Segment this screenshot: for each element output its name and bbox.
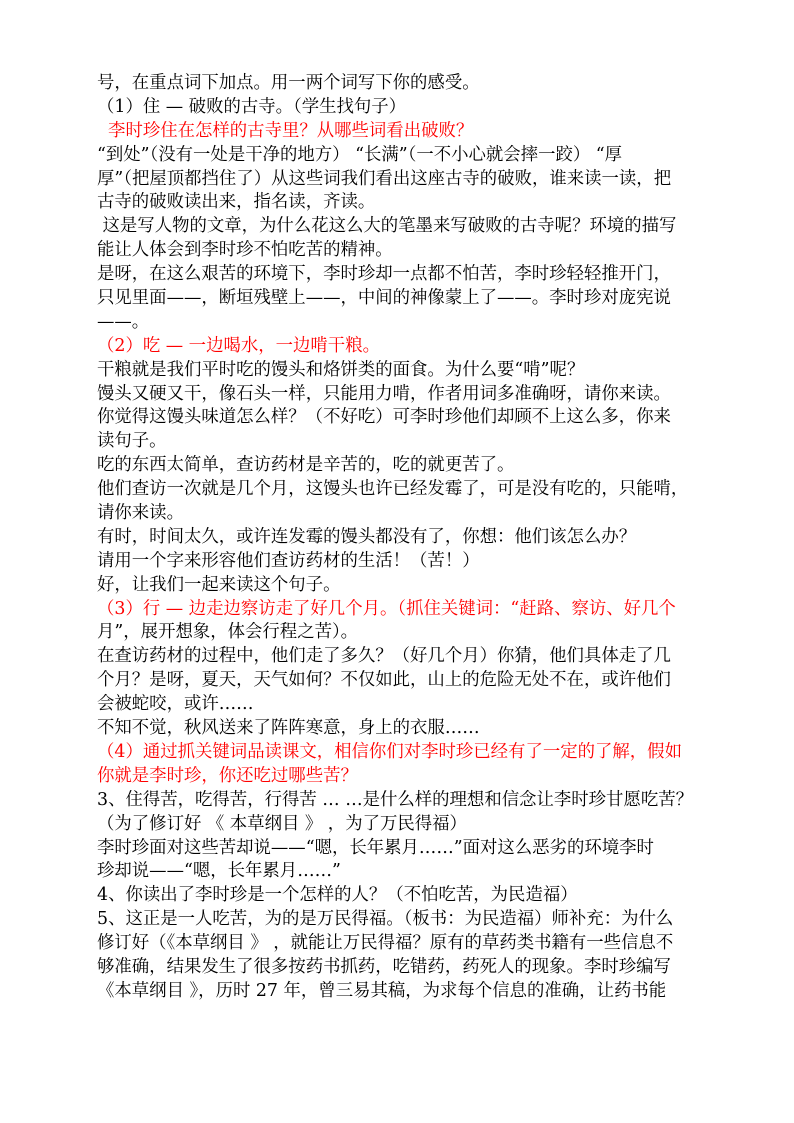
text-line: 只见里面——，断垣残壁上——，中间的神像蒙上了——。李时珍对庞宪说 bbox=[97, 288, 671, 309]
text-line: 请你来读。 bbox=[97, 503, 184, 524]
text-line: 《本草纲目 》，历时 27 年，曾三易其稿，为求每个信息的准确，让药书能 bbox=[97, 980, 667, 1001]
text-line: 4、你读出了李时珍是一个怎样的人？（不怕吃苦，为民造福） bbox=[97, 885, 578, 906]
text-line: （为了修订好 《 本草纲目 》 ，为了万民得福） bbox=[97, 813, 467, 834]
text-line: 读句子。 bbox=[97, 431, 167, 452]
text-line: 个月？是呀，夏天，天气如何？不仅如此，山上的危险无处不在，或许他们 bbox=[97, 670, 671, 691]
text-line: 厚”（把屋顶都挡住了）从这些词我们看出这座古寺的破败，谁来读一读，把 bbox=[97, 168, 672, 189]
text-line: ——。 bbox=[97, 311, 150, 332]
text-line: 这是写人物的文章，为什么花这么大的笔墨来写破败的古寺呢？环境的描写 bbox=[97, 216, 677, 237]
text-line: 珍却说——“嗯，长年累月……” bbox=[97, 861, 341, 882]
text-line: 干粮就是我们平时吃的馒头和烙饼类的面食。为什么要“啃”呢？ bbox=[97, 359, 585, 380]
text-line: 不知不觉，秋风送来了阵阵寒意，身上的衣服…… bbox=[97, 718, 480, 739]
text-line: 能让人体会到李时珍不怕吃苦的精神。 bbox=[97, 240, 393, 261]
text-line: 有时，时间太久，或许连发霉的馒头都没有了，你想：他们该怎么办？ bbox=[97, 526, 637, 547]
text-line: 馒头又硬又干，像石头一样，只能用力啃，作者用词多准确呀，请你来读。 bbox=[97, 383, 671, 404]
text-line: 3、住得苦，吃得苦，行得苦 … …是什么样的理想和信念让李时珍甘愿吃苦？ bbox=[97, 789, 694, 810]
text-line: “到处”（没有一处是干净的地方） “长满”（一不小心就会摔一跤） “厚 bbox=[97, 144, 623, 165]
text-line: （1）住 — 破败的古寺。（学生找句子） bbox=[97, 96, 407, 117]
text-line: 号，在重点词下加点。用一两个词写下你的感受。 bbox=[97, 73, 480, 93]
text-line: （4）通过抓关键词品读课文，相信你们对李时珍已经有了一定的了解，假如 bbox=[97, 741, 682, 762]
text-line: 李时珍面对这些苦却说——“嗯，长年累月……”面对这么恶劣的环境李时 bbox=[97, 837, 654, 858]
text-line: 你觉得这馒头味道怎么样？（不好吃）可李时珍他们却顾不上这么多，你来 bbox=[97, 407, 671, 428]
text-line: 在查访药材的过程中，他们走了多久？（好几个月）你猜，他们具体走了几 bbox=[97, 646, 671, 667]
text-line: 李时珍住在怎样的古寺里？从哪些词看出破败？ bbox=[97, 120, 474, 141]
text-line: （3）行 — 边走边察访走了好几个月。（抓住关键词：“赶路、察访、好几个 bbox=[97, 598, 676, 619]
text-line: 修订好（《本草纲目 》 ，就能让万民得福？原有的草药类书籍有一些信息不 bbox=[97, 933, 674, 954]
text-line: 5、这正是一人吃苦，为的是万民得福。（板书：为民造福）师补充：为什么 bbox=[97, 909, 674, 930]
text-line: 够准确，结果发生了很多按药书抓药，吃错药，药死人的现象。李时珍编写 bbox=[97, 956, 671, 977]
text-line: 他们查访一次就是几个月，这馒头也许已经发霉了，可是没有吃的，只能啃， bbox=[97, 479, 689, 500]
text-line: （2）吃 — 一边喝水，一边啃干粮。 bbox=[97, 335, 380, 356]
text-line: 是呀，在这么艰苦的环境下，李时珍却一点都不怕苦，李时珍轻轻推开门， bbox=[97, 264, 671, 285]
text-line: 会被蛇咬，或许…… bbox=[97, 694, 254, 715]
text-line: 吃的东西太简单，查访药材是辛苦的，吃的就更苦了。 bbox=[97, 455, 515, 476]
text-line: 好，让我们一起来读这个句子。 bbox=[97, 574, 341, 595]
text-line: 你就是李时珍，你还吃过哪些苦？ bbox=[97, 765, 358, 786]
text-line: 月”，展开想象，体会行程之苦）。 bbox=[97, 622, 359, 643]
text-line: 请用一个字来形容他们查访药材的生活！（苦！） bbox=[97, 550, 480, 571]
text-line: 古寺的破败读出来，指名读，齐读。 bbox=[97, 192, 376, 213]
document-body bbox=[97, 72, 725, 1004]
